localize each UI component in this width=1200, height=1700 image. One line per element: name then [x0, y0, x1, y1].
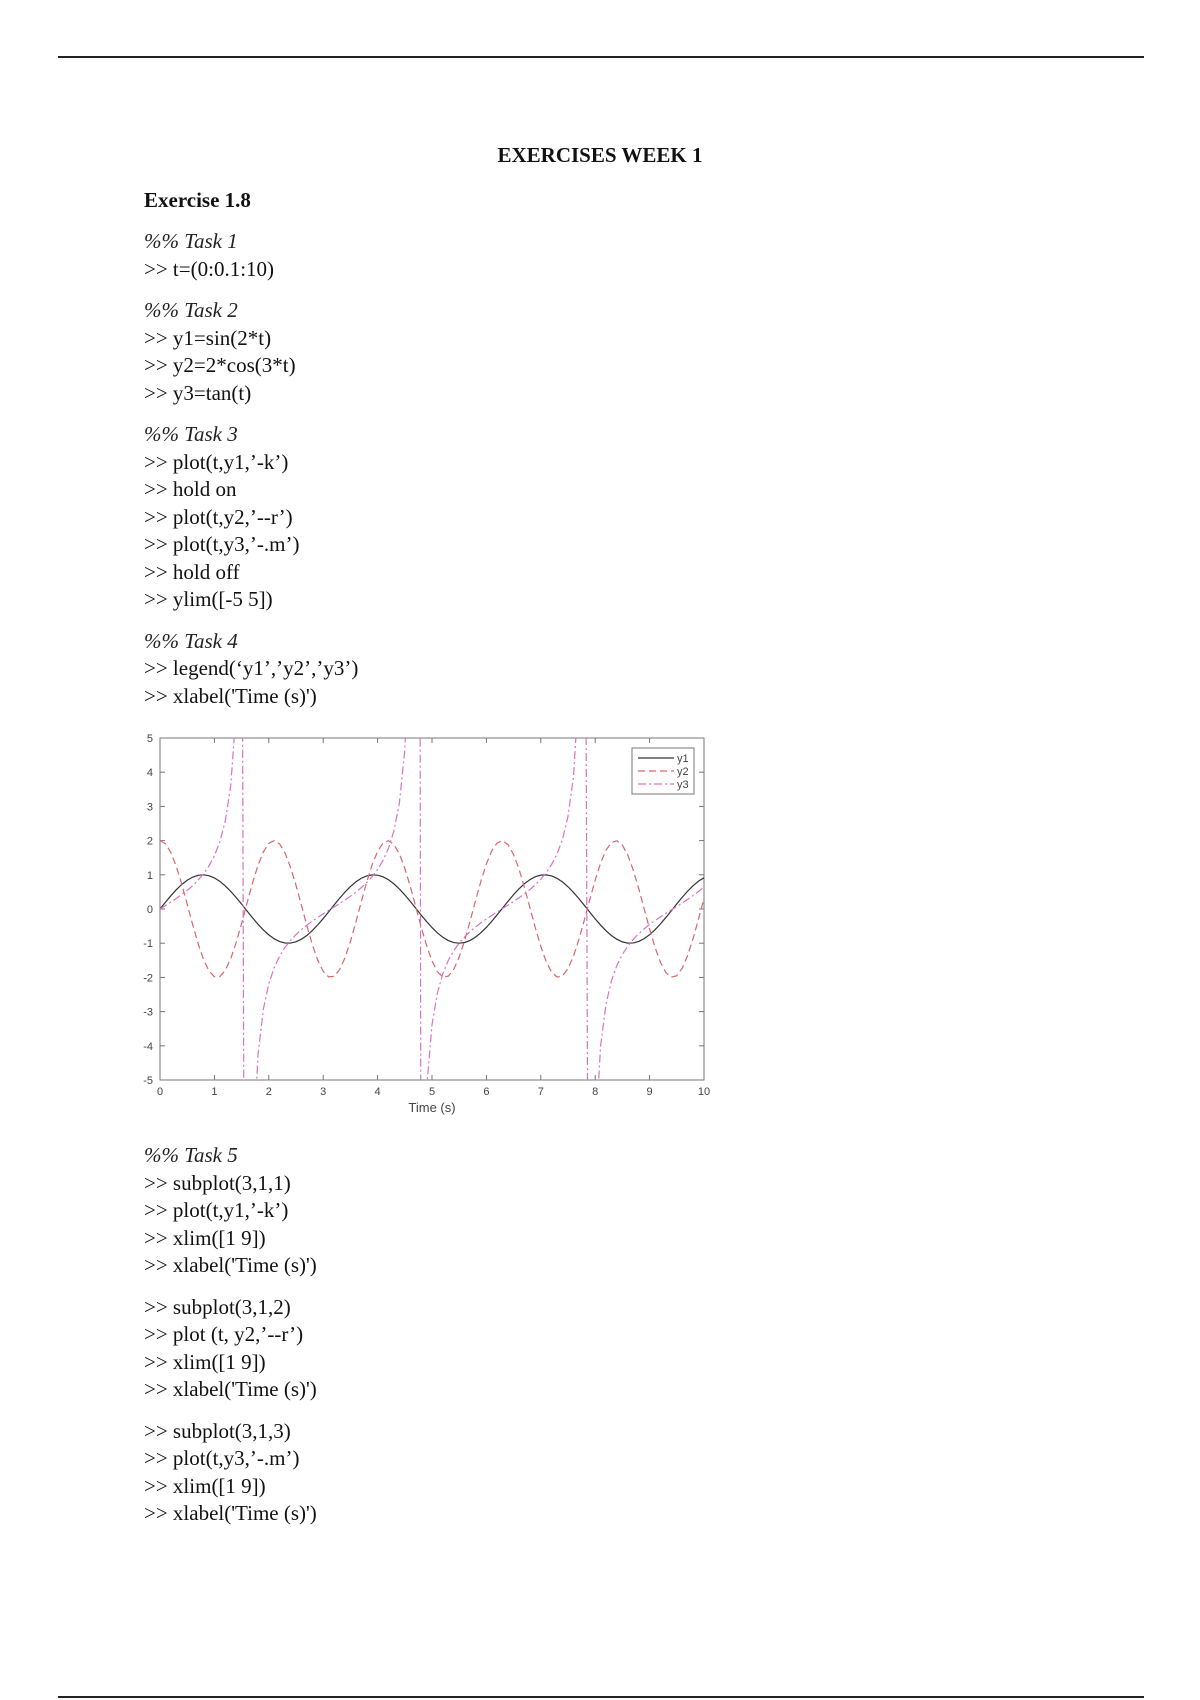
code-line: >> legend(‘y1’,’y2’,’y3’) [144, 656, 359, 680]
code-line: >> xlabel('Time (s)') [144, 1377, 317, 1401]
task-comment: %% Task 4 [144, 628, 238, 653]
x-tick-label: 1 [211, 1086, 218, 1098]
code-block [144, 228, 1044, 283]
plot-figure [134, 730, 724, 1130]
x-tick-label: 6 [483, 1086, 490, 1098]
code-line: >> plot(t,y1,’-k’) [144, 449, 289, 474]
legend-label-y3: y3 [677, 779, 689, 791]
legend-label-y2: y2 [677, 766, 689, 778]
code-line: >> xlim([1 9]) [144, 1349, 266, 1374]
code-line: >> plot(t,y2,’--r’) [144, 504, 293, 529]
x-tick-label: 3 [320, 1086, 327, 1098]
x-axis-label: Time (s) [408, 1100, 456, 1115]
code-line: >> xlim([1 9]) [144, 1473, 266, 1498]
code-line: >> t=(0:0.1:10) [144, 256, 275, 281]
task-comment: %% Task 1 [144, 229, 238, 253]
exercise-heading: Exercise 1.8 [144, 188, 251, 212]
x-tick-label: 4 [374, 1086, 381, 1098]
code-line: >> hold on [144, 477, 237, 501]
code-blocks-lower [144, 1142, 1044, 1528]
code-block [144, 421, 1044, 614]
code-line: >> hold off [144, 559, 240, 584]
x-tick-label: 8 [592, 1086, 599, 1098]
code-line: >> xlabel('Time (s)') [144, 683, 317, 708]
y-tick-label: 3 [146, 801, 153, 814]
code-block [144, 1142, 1044, 1280]
x-tick-label: 7 [537, 1086, 544, 1098]
y-tick-label: -3 [143, 1006, 153, 1019]
code-line: >> plot(t,y3,’-.m’) [144, 532, 300, 556]
y-tick-label: 1 [146, 869, 153, 882]
y-tick-label: -1 [143, 938, 153, 951]
x-tick-label: 10 [697, 1086, 711, 1098]
code-line: >> y3=tan(t) [144, 380, 252, 405]
code-block [144, 297, 1044, 407]
code-line: >> subplot(3,1,1) [144, 1170, 291, 1195]
code-line: >> xlabel('Time (s)') [144, 1253, 317, 1277]
y-tick-label: 2 [146, 835, 153, 848]
y-tick-label: 5 [146, 733, 153, 745]
line-chart [134, 730, 724, 1130]
x-tick-label: 5 [428, 1086, 436, 1098]
y-tick-label: 4 [146, 767, 153, 780]
code-line: >> xlabel('Time (s)') [144, 1501, 317, 1525]
y-tick-label: -5 [143, 1075, 153, 1087]
code-block [144, 1294, 1044, 1404]
code-line: >> ylim([-5 5]) [144, 587, 273, 611]
lower-content [144, 1142, 1044, 1542]
code-line: >> xlim([1 9]) [144, 1225, 266, 1250]
code-blocks-upper [144, 228, 1044, 710]
task-comment: %% Task 2 [144, 298, 238, 322]
y-tick-label: -4 [143, 1040, 153, 1053]
header-rule [58, 56, 1144, 58]
x-tick-label: 9 [646, 1086, 653, 1098]
code-line: >> y2=2*cos(3*t) [144, 353, 296, 377]
code-line: >> plot(t,y3,’-.m’) [144, 1446, 300, 1470]
code-block [144, 628, 1044, 711]
code-line: >> subplot(3,1,2) [144, 1294, 291, 1319]
code-block [144, 1418, 1044, 1528]
x-tick-label: 0 [156, 1086, 164, 1098]
y-tick-label: 0 [146, 904, 153, 916]
upper-content [144, 186, 1044, 724]
x-tick-label: 2 [265, 1086, 272, 1098]
plot-area [160, 738, 704, 1080]
code-line: >> plot (t, y2,’--r’) [144, 1322, 304, 1346]
code-line: >> subplot(3,1,3) [144, 1418, 291, 1443]
page-title: EXERCISES WEEK 1 [497, 143, 703, 167]
y-tick-label: -2 [143, 972, 153, 985]
code-line: >> plot(t,y1,’-k’) [144, 1198, 289, 1222]
legend-label-y1: y1 [677, 753, 689, 765]
task-comment: %% Task 5 [144, 1143, 238, 1167]
footer-rule [58, 1696, 1144, 1698]
task-comment: %% Task 3 [144, 422, 238, 446]
code-line: >> y1=sin(2*t) [144, 325, 272, 350]
